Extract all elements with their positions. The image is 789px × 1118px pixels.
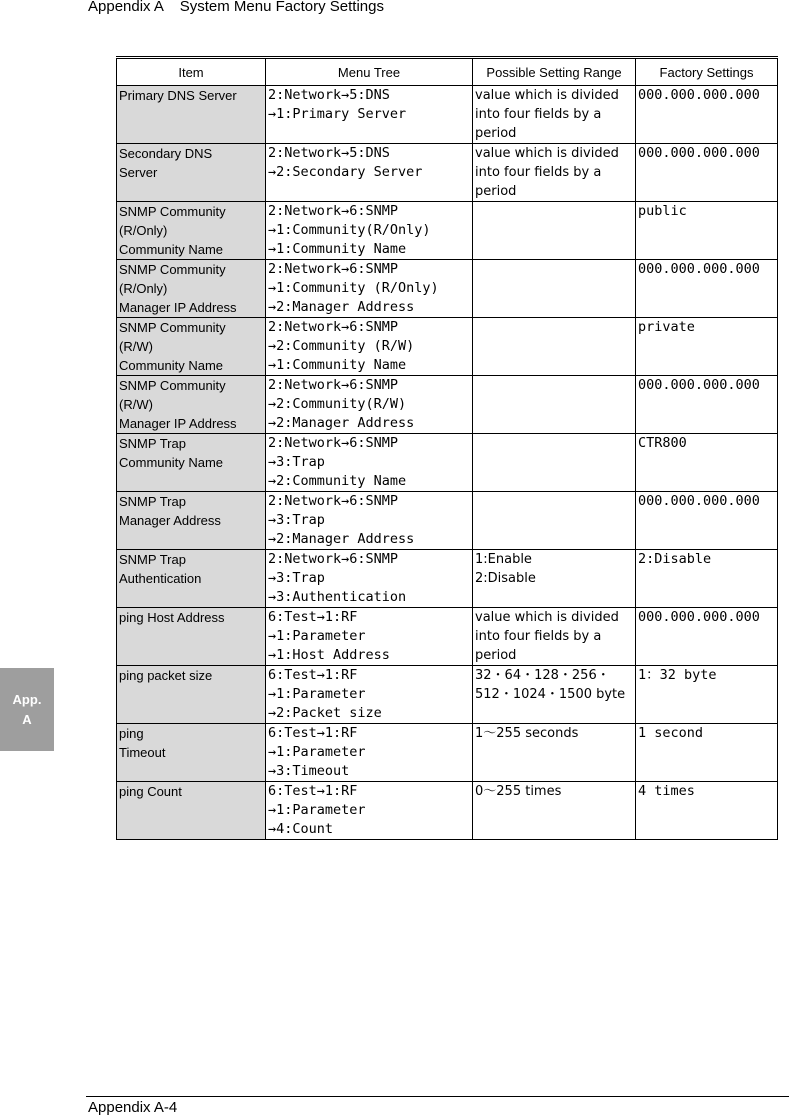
menu-tree-cell: 6:Test→1:RF →1:Parameter →4:Count (266, 782, 473, 840)
factory-setting-cell: 1：32 byte (636, 666, 778, 724)
menu-tree-cell: 6:Test→1:RF →1:Parameter →3:Timeout (266, 724, 473, 782)
table-row (117, 144, 778, 202)
item-cell: ping Timeout (117, 724, 266, 782)
factory-setting-cell: 1 second (636, 724, 778, 782)
factory-setting-cell: private (636, 318, 778, 376)
item-cell: SNMP Trap Authentication (117, 550, 266, 608)
item-cell: SNMP Community (R/W) Manager IP Address (117, 376, 266, 434)
setting-range-cell (473, 434, 636, 492)
factory-setting-cell: 4 times (636, 782, 778, 840)
factory-settings-table (116, 56, 778, 840)
setting-range-cell (473, 492, 636, 550)
table-row (117, 202, 778, 260)
column-header-factory: Factory Settings (636, 58, 778, 86)
menu-tree-cell: 2:Network→6:SNMP →3:Trap →2:Community Name (266, 434, 473, 492)
item-cell: SNMP Trap Community Name (117, 434, 266, 492)
table-row (117, 376, 778, 434)
factory-setting-cell: 000.000.000.000 (636, 144, 778, 202)
factory-setting-cell: 000.000.000.000 (636, 492, 778, 550)
setting-range-cell: 1～255 seconds (473, 724, 636, 782)
table-row (117, 318, 778, 376)
page-header: Appendix A System Menu Factory Settings (88, 0, 384, 15)
factory-setting-cell: 000.000.000.000 (636, 86, 778, 144)
menu-tree-cell: 2:Network→6:SNMP →3:Trap →2:Manager Address (266, 492, 473, 550)
menu-tree-cell: 2:Network→5:DNS →2:Secondary Server (266, 144, 473, 202)
side-tab-label: App. (12, 691, 42, 707)
setting-range-cell: value which is divided into four fields by a period (473, 608, 636, 666)
footer-divider (86, 1096, 789, 1097)
menu-tree-cell: 2:Network→5:DNS →1:Primary Server (266, 86, 473, 144)
table-row (117, 724, 778, 782)
table-row (117, 492, 778, 550)
item-cell: ping packet size (117, 666, 266, 724)
page-footer: Appendix A-4 (88, 1099, 178, 1116)
item-cell: Secondary DNS Server (117, 144, 266, 202)
menu-tree-cell: 2:Network→6:SNMP →1:Community (R/Only) →2:Manager Address (266, 260, 473, 318)
side-tab-letter: A (22, 711, 32, 727)
table-body (117, 86, 778, 840)
setting-range-cell (473, 260, 636, 318)
item-cell: ping Count (117, 782, 266, 840)
table-row (117, 666, 778, 724)
setting-range-cell: value which is divided into four fields by a period (473, 144, 636, 202)
setting-range-cell (473, 376, 636, 434)
setting-range-cell: 32・64・128・256・ 512・1024・1500 byte (473, 666, 636, 724)
setting-range-cell: value which is divided into four fields by a period (473, 86, 636, 144)
item-cell: SNMP Trap Manager Address (117, 492, 266, 550)
factory-setting-cell: public (636, 202, 778, 260)
setting-range-cell: 0～255 times (473, 782, 636, 840)
menu-tree-cell: 2:Network→6:SNMP →2:Community(R/W) →2:Manager Address (266, 376, 473, 434)
table-row (117, 550, 778, 608)
menu-tree-cell: 2:Network→6:SNMP →1:Community(R/Only) →1:Community Name (266, 202, 473, 260)
menu-tree-cell: 2:Network→6:SNMP →2:Community (R/W) →1:Community Name (266, 318, 473, 376)
appendix-side-tab (0, 668, 54, 751)
column-header-range: Possible Setting Range (473, 58, 636, 86)
column-header-menu-tree: Menu Tree (266, 58, 473, 86)
table-row (117, 782, 778, 840)
table-row (117, 434, 778, 492)
table-row (117, 260, 778, 318)
item-cell: SNMP Community (R/Only) Community Name (117, 202, 266, 260)
item-cell: SNMP Community (R/Only) Manager IP Address (117, 260, 266, 318)
menu-tree-cell: 6:Test→1:RF →1:Parameter →2:Packet size (266, 666, 473, 724)
setting-range-cell: 1:Enable 2:Disable (473, 550, 636, 608)
item-cell: ping Host Address (117, 608, 266, 666)
table-header-row (117, 58, 778, 86)
menu-tree-cell: 6:Test→1:RF →1:Parameter →1:Host Address (266, 608, 473, 666)
menu-tree-cell: 2:Network→6:SNMP →3:Trap →3:Authentication (266, 550, 473, 608)
column-header-item: Item (117, 58, 266, 86)
factory-setting-cell: 2:Disable (636, 550, 778, 608)
factory-setting-cell: 000.000.000.000 (636, 376, 778, 434)
table-row (117, 86, 778, 144)
factory-setting-cell: CTR800 (636, 434, 778, 492)
item-cell: SNMP Community (R/W) Community Name (117, 318, 266, 376)
factory-setting-cell: 000.000.000.000 (636, 608, 778, 666)
setting-range-cell (473, 318, 636, 376)
table-row (117, 608, 778, 666)
item-cell: Primary DNS Server (117, 86, 266, 144)
setting-range-cell (473, 202, 636, 260)
factory-setting-cell: 000.000.000.000 (636, 260, 778, 318)
